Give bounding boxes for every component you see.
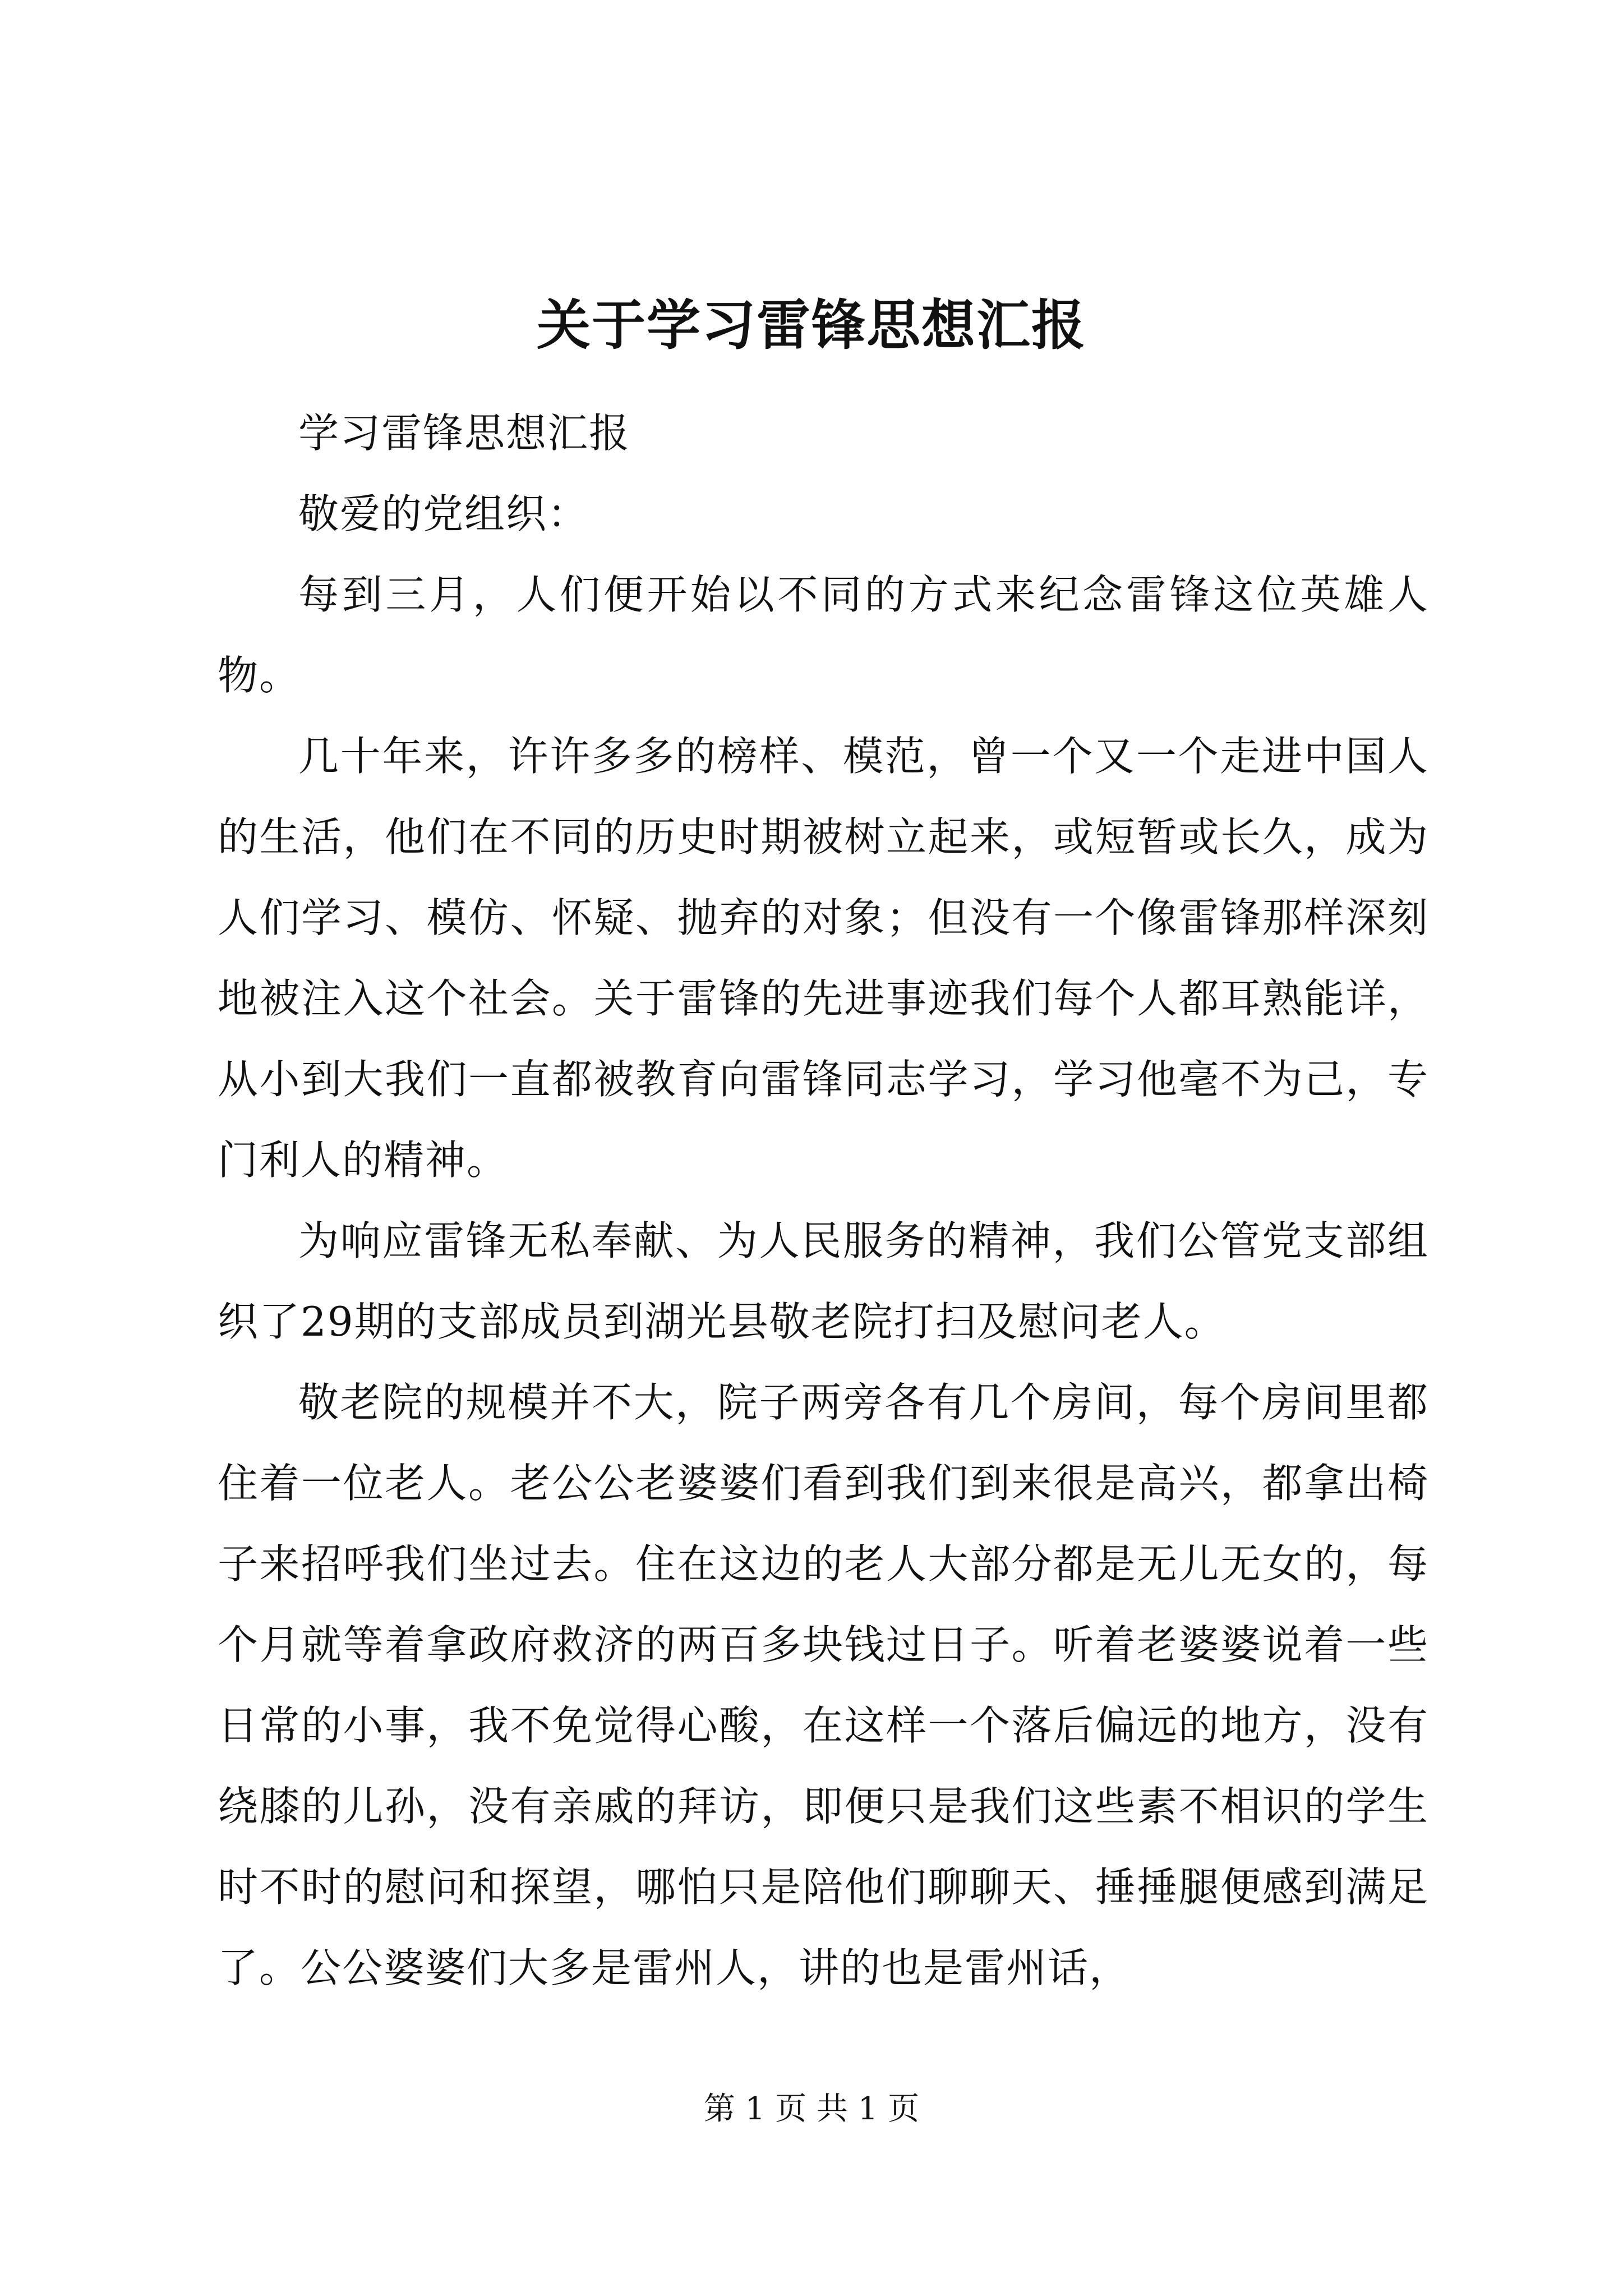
document-title: 关于学习雷锋思想汇报 — [537, 293, 1086, 357]
paragraph: 敬老院的规模并不大，院子两旁各有几个房间，每个房间里都住着一位老人。老公公老婆婆们看到我们到来很是高兴，都拿出椅子来招呼我们坐过去。住在这边的老人大部分都是无儿无女的，每个月就等着拿政府救济的两百多块钱过日子。听着老婆婆说着一些日常的小事，我不免觉得心酸，在这样一个落后偏远的地方，没有绕膝的儿孙，没有亲戚的拜访，即便只是我们这些素不相识的学生时不时的慰问和探望，哪怕只是陪他们聊聊天、捶捶腿便感到满足了。公公婆婆们大多是雷州人，讲的也是雷州话， — [218, 1379, 1429, 1991]
paragraph-subtitle: 学习雷锋思想汇报 — [298, 409, 631, 457]
page-footer: 第 1 页 共 1 页 — [703, 2091, 920, 2127]
paragraph: 几十年来，许许多多的榜样、模范，曾一个又一个走进中国人的生活，他们在不同的历史时期被树立起来，或短暂或长久，成为人们学习、模仿、怀疑、抛弃的对象；但没有一个像雷锋那样深刻地被注入这个社会。关于雷锋的先进事迹我们每个人都耳熟能详，从小到大我们一直都被教育向雷锋同志学习，学习他毫不为己，专门利人的精神。 — [218, 733, 1429, 1184]
paragraph-salutation: 敬爱的党组织： — [298, 490, 589, 537]
paragraph: 每到三月，人们便开始以不同的方式来纪念雷锋这位英雄人物。 — [218, 571, 1429, 699]
document-body — [218, 393, 1429, 2008]
paragraph: 为响应雷锋无私奉献、为人民服务的精神，我们公管党支部组织了29期的支部成员到湖光县敬老院打扫及慰问老人。 — [218, 1217, 1429, 1345]
